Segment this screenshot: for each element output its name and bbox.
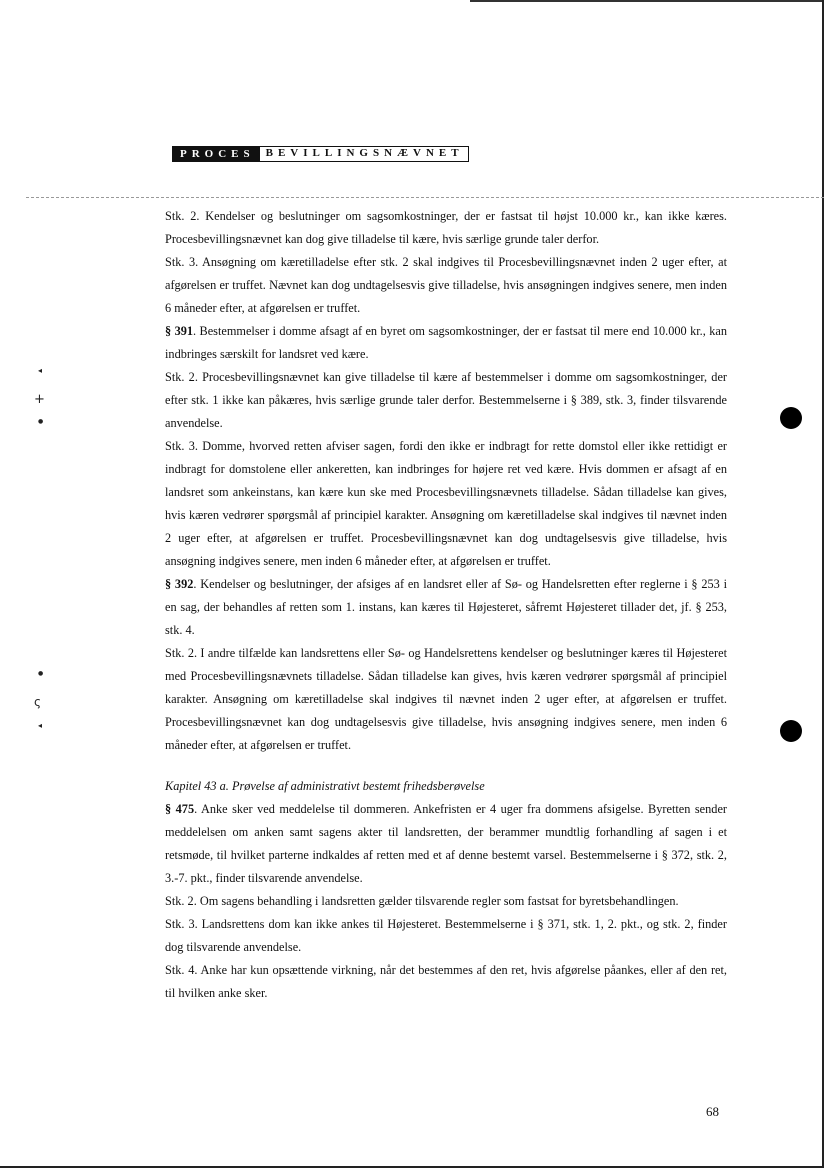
page-number: 68 bbox=[706, 1104, 719, 1119]
section-number: § 392 bbox=[165, 577, 194, 591]
margin-speck: + bbox=[34, 392, 45, 407]
paragraph: Stk. 2. I andre tilfælde kan landsrettens eller Sø- og Handelsrettens kendelser og beslutninger kæres til Højesteret med Procesbevillingsnævnets tilladelse. Sådan tilladelse kan gives, hvis kæren vedrører spørgsmål af principiel karakter. Ansøgning om kæretilladelse skal indgives til nævnet inden 2 uger efter, at afgørelsen er truffet. Procesbevillingsnævnet kan dog undtagelsesvis give tilladelse, hvis ansøgning indgives senere, men inden 6 måneder efter, at afgørelsen er truffet. bbox=[165, 646, 727, 752]
margin-speck: ◂ bbox=[38, 366, 43, 375]
header-rule bbox=[26, 197, 824, 198]
chapter-heading: Kapitel 43 a. Prøvelse af administrativt bestemt frihedsberøvelse bbox=[165, 779, 485, 793]
paragraph: Stk. 3. Ansøgning om kæretilladelse efter stk. 2 skal indgives til Procesbevillingsnævnet inden 2 uger efter, at afgørelsen er truffet. Nævnet kan dog undtagelsesvis give tilladelse, hvis ansøgningen indgives senere, men inden 6 måneder efter, at afgørelsen er truffet. bbox=[165, 255, 727, 315]
margin-speck: ς bbox=[34, 695, 42, 709]
section-paragraph: § 475. Anke sker ved meddelelse til dommeren. Ankefristen er 4 uger fra dommens afsigelse. Byretten sender meddelelsen om anken samt sagens akter til landsretten, der berammer mundtlig forhandling af sagen i et retsmøde, til hvilket parterne indkaldes af retten med et af denne bestemt varsel. Bestemmelserne i § 372, stk. 2, 3.-7. pkt., finder tilsvarende anvendelse. bbox=[165, 802, 727, 885]
section-number: § 391 bbox=[165, 324, 194, 338]
section-paragraph: § 392. Kendelser og beslutninger, der afsiges af en landsret eller af Sø- og Handelsretten efter reglerne i § 253 i en sag, der behandles af retten som 1. instans, kan kæres til Højesteret, såfremt Højesteret tillader det, jf. § 253, stk. 4. bbox=[165, 577, 727, 637]
scan-border-top bbox=[470, 0, 824, 2]
paragraph: Stk. 2. Procesbevillingsnævnet kan give tilladelse til kære af bestemmelser i domme om sagsomkostninger, der efter stk. 1 ikke kan påkæres, hvis særlige grunde taler derfor. Bestemmelserne i § 389, stk. 3, finder tilsvarende anvendelse. bbox=[165, 370, 727, 430]
margin-speck: ◂ bbox=[38, 721, 43, 730]
paragraph: Stk. 4. Anke har kun opsættende virkning, når det bestemmes af den ret, hvis afgørelse påankes, eller af den ret, til hvilken anke sker. bbox=[165, 963, 727, 1000]
logo-dark-part: PROCES bbox=[172, 146, 259, 162]
paragraph: Stk. 3. Landsrettens dom kan ikke ankes til Højesteret. Bestemmelserne i § 371, stk. 1, 2. pkt., og stk. 2, finder dog tilsvarende anvendelse. bbox=[165, 917, 727, 954]
paragraph: Stk. 2. Om sagens behandling i landsretten gælder tilsvarende regler som fastsat for byretsbehandlingen. bbox=[165, 894, 679, 908]
procesbevillingsnaevnet-logo bbox=[172, 146, 469, 162]
punch-hole-top bbox=[780, 407, 802, 429]
margin-speck: ● bbox=[38, 418, 44, 425]
paragraph: Stk. 2. Kendelser og beslutninger om sagsomkostninger, der er fastsat til højst 10.000 kr., kan ikke kæres. Procesbevillingsnævnet kan dog give tilladelse til kære, hvis særlige grunde taler derfor. bbox=[165, 209, 727, 246]
law-text-body bbox=[165, 205, 727, 1005]
margin-speck: ● bbox=[38, 670, 44, 677]
section-number: § 475 bbox=[165, 802, 195, 816]
paragraph: Stk. 3. Domme, hvorved retten afviser sagen, fordi den ikke er indbragt for rette domstol eller ikke rettidigt er indbragt for domstolene eller ankeretten, kan indbringes for højere ret ved kære. Hvis dommen er afsagt af en landsret som ankeinstans, kan kære kun ske med Procesbevillingsnævnets tilladelse. Sådan tilladelse kan gives, hvis kæren vedrører spørgsmål af principiel karakter. Ansøgning om kæretilladelse skal indgives til nævnet inden 2 uger efter, at afgørelsen er truffet. Procesbevillingsnævnet kan dog undtagelsesvis give tilladelse, hvis ansøgning indgives senere, men inden 6 måneder efter, at afgørelsen er truffet. bbox=[165, 439, 727, 568]
punch-hole-bottom bbox=[780, 720, 802, 742]
section-paragraph: § 391. Bestemmelser i domme afsagt af en byret om sagsomkostninger, der er fastsat til mere end 10.000 kr., kan indbringes særskilt for landsret ved kære. bbox=[165, 324, 727, 361]
logo-light-part: BEVILLINGSNÆVNET bbox=[259, 146, 469, 162]
